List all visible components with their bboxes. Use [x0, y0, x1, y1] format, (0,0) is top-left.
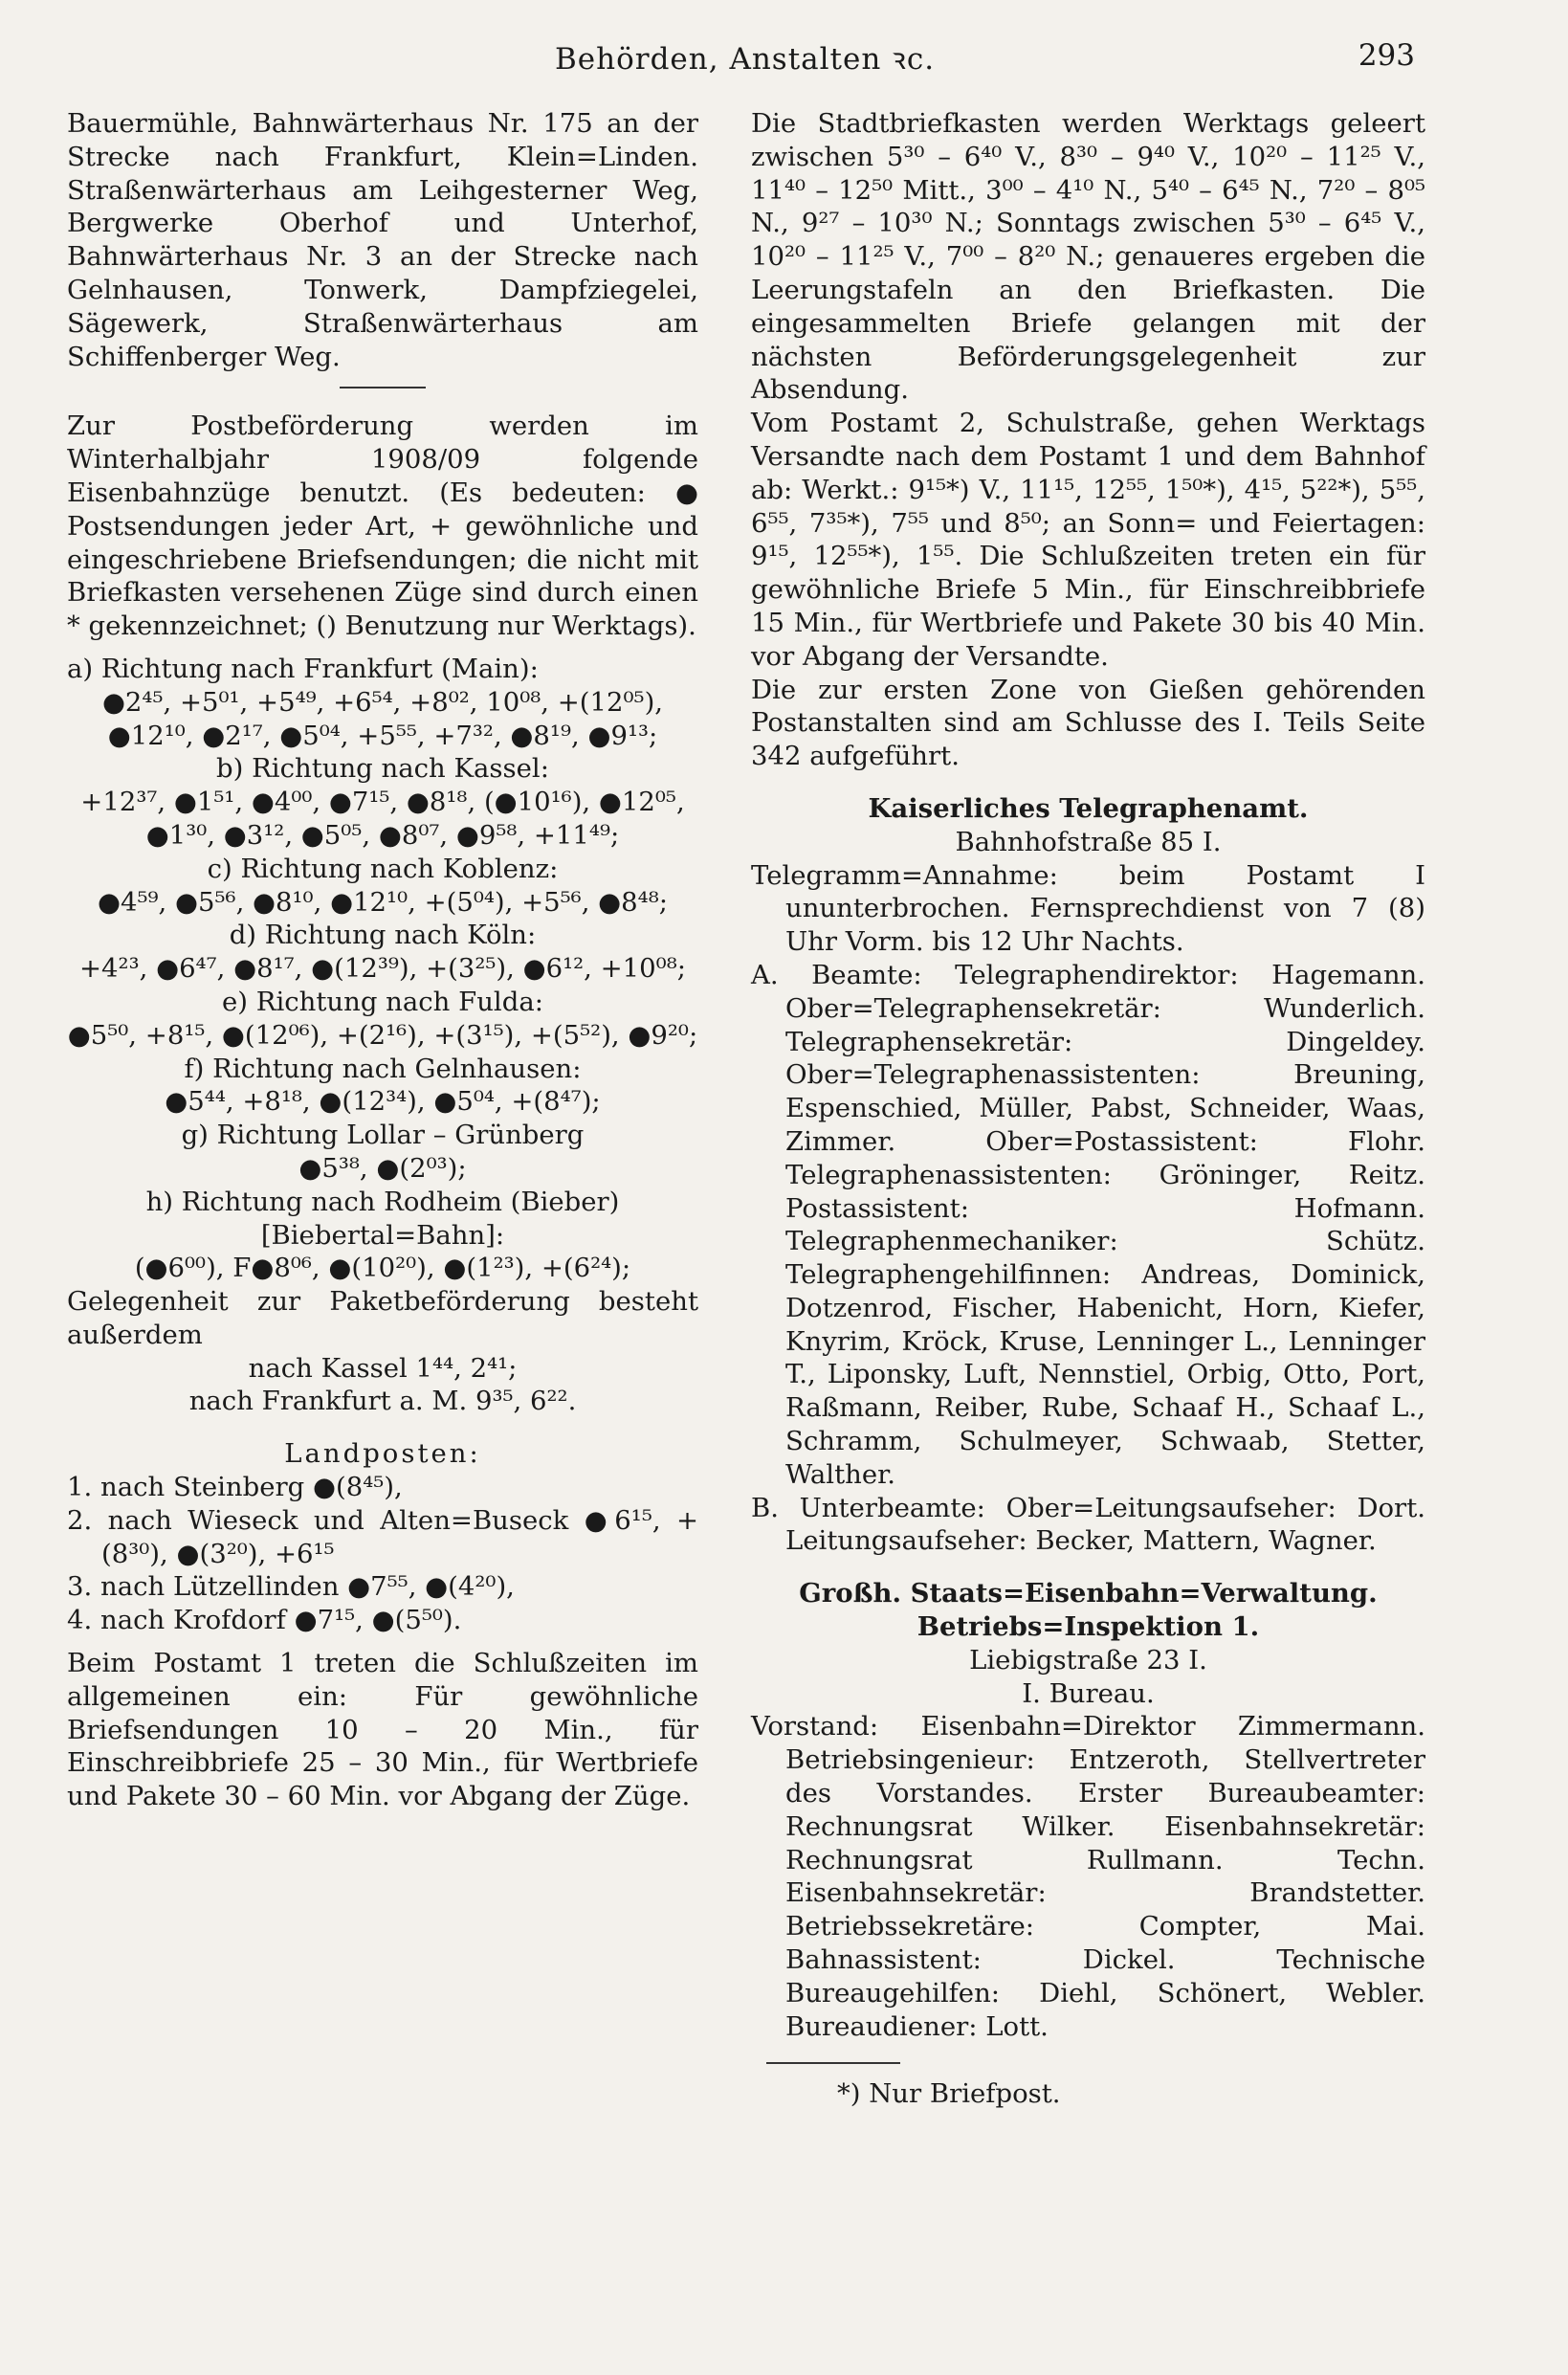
route-kassel — [67, 752, 698, 852]
route-times: +12³⁷, ●1⁵¹, ●4⁰⁰, ●7¹⁵, ●8¹⁸, (●10¹⁶), ●12⁰⁵, ●1³⁰, ●3¹², ●5⁰⁵, ●8⁰⁷, ●9⁵⁸, +11⁴⁹; — [80, 787, 685, 851]
intro-paragraph: Bauermühle, Bahnwärterhaus Nr. 175 an der Strecke nach Frankfurt, Klein=Linden. Straßenwärterhaus am Leihgesterner Weg, Bergwerke Oberhof und Unterhof, Bahnwärterhaus Nr. 3 an der Strecke nach Gelnhausen, Tonwerk, Dampfziegelei, Sägewerk, Straßenwärterhaus am Schiffenberger Weg. — [67, 108, 698, 372]
postbefoerderung-paragraph: Zur Postbeförderung werden im Winterhalbjahr 1908/09 folgende Eisenbahnzüge benutzt. (Es bedeuten: ● Postsendungen jeder Art, + gewöhnliche und eingeschriebene Briefsendungen; die nicht mit Briefkasten versehenen Züge sind durch einen * gekennzeichnet; () Benutzung nur Werktags). — [67, 411, 698, 642]
telegraphenamt-heading: Kaiserliches Telegraphenamt. — [868, 792, 1309, 824]
paket-line: nach Kassel 1⁴⁴, 2⁴¹; — [248, 1352, 518, 1384]
route-times: ●4⁵⁹, ●5⁵⁶, ●8¹⁰, ●12¹⁰, +(5⁰⁴), +5⁵⁶, ●8⁴⁸; — [98, 886, 668, 918]
route-times: +4²³, ●6⁴⁷, ●8¹⁷, ●(12³⁹), +(3²⁵), ●6¹², +10⁰⁸; — [79, 953, 686, 985]
paket-paragraph: Gelegenheit zur Paketbeförderung besteht außerdem — [67, 1286, 698, 1350]
route-lollar-gruenberg — [67, 1119, 698, 1186]
landposten-item: 3. nach Lützellinden ●7⁵⁵, ●(4²⁰), — [67, 1571, 515, 1603]
route-times: (●6⁰⁰), F●8⁰⁶, ●(10²⁰), ●(1²³), +(6²⁴); — [134, 1253, 631, 1284]
footnote-rule — [766, 2062, 900, 2064]
schlusszeiten-paragraph: Beim Postamt 1 treten die Schlußzeiten im allgemeinen ein: Für gewöhnliche Briefsendungen 10 – 20 Min., für Einschreibbriefe 25 – 30 Min., für Wertbriefe und Pakete 30 – 60 Min. vor Abgang der Züge. — [67, 1648, 698, 1812]
betriebs-inspektion-heading: Betriebs=Inspektion 1. — [917, 1611, 1260, 1643]
telegraph-unterbeamte: B. Unterbeamte: Ober=Leitungsaufseher: Dort. Leitungsaufseher: Becker, Mattern, Wagner. — [751, 1492, 1425, 1557]
page-header — [0, 38, 1568, 86]
postamt2-paragraph: Vom Postamt 2, Schulstraße, gehen Werktags Versandte nach dem Postamt 1 und dem Bahnhof ab: Werkt.: 9¹⁵*) V., 11¹⁵, 12⁵⁵, 1⁵⁰*), 4¹⁵, 5²²*), 5⁵⁵, 6⁵⁵, 7³⁵*), 7⁵⁵ und 8⁵⁰; an Sonn= und Feiertagen: 9¹⁵, 12⁵⁵*), 1⁵⁵. Die Schlußzeiten treten ein für gewöhnliche Briefe 5 Min., für Einschreibbriefe 15 Min., für Wertbriefe und Pakete 30 bis 40 Min. vor Abgang der Versandte. — [751, 408, 1425, 672]
route-times: ●2⁴⁵, +5⁰¹, +5⁴⁹, +6⁵⁴, +8⁰², 10⁰⁸, +(12⁰⁵), ●12¹⁰, ●2¹⁷, ●5⁰⁴, +5⁵⁵, +7³², ●8¹⁹, ●9¹³; — [101, 686, 664, 751]
telegramm-annahme: Telegramm=Annahme: beim Postamt I ununterbrochen. Fernsprechdienst von 7 (8) Uhr Vorm. bis 12 Uhr Nachts. — [751, 859, 1425, 958]
running-head: Behörden, Anstalten ꝛc. — [555, 42, 936, 77]
route-title: d) Richtung nach Köln: — [229, 920, 537, 951]
eisenbahn-heading: Großh. Staats=Eisenbahn=Verwaltung. — [799, 1578, 1378, 1609]
route-times: ●5⁵⁰, +8¹⁵, ●(12⁰⁶), +(2¹⁶), +(3¹⁵), +(5⁵²), ●9²⁰; — [67, 1019, 698, 1051]
page-number: 293 — [1358, 38, 1415, 73]
landposten-item: 2. nach Wieseck und Alten=Buseck ●6¹⁵, +(8³⁰), ●(3²⁰), +6¹⁵ — [67, 1504, 698, 1569]
telegraphenamt-address: Bahnhofstraße 85 I. — [955, 826, 1222, 857]
route-title: e) Richtung nach Fulda: — [222, 986, 543, 1017]
landposten-title: Landposten: — [284, 1438, 481, 1470]
route-rodheim — [67, 1186, 698, 1285]
landposten-item: 1. nach Steinberg ●(8⁴⁵), — [67, 1472, 403, 1503]
bureau-heading: I. Bureau. — [1022, 1677, 1155, 1709]
route-times: ●5³⁸, ●(2⁰³); — [298, 1152, 467, 1184]
route-times: ●5⁴⁴, +8¹⁸, ●(12³⁴), ●5⁰⁴, +(8⁴⁷); — [165, 1086, 601, 1118]
left-column — [67, 107, 698, 1813]
paket-line: nach Frankfurt a. M. 9³⁵, 6²². — [188, 1386, 577, 1417]
route-title: a) Richtung nach Frankfurt (Main): — [67, 653, 539, 684]
route-title: f) Richtung nach Gelnhausen: — [184, 1053, 582, 1084]
vorstand-paragraph: Vorstand: Eisenbahn=Direktor Zimmermann. Betriebsingenieur: Entzeroth, Stellvertreter des Vorstandes. Erster Bureaubeamter: Rechnungsrat Wilker. Eisenbahnsekretär: Rechnungsrat Rullmann. Techn. Eisenbahnsekretär: Brandstetter. Betriebssekretäre: Compter, Mai. Bahnassistent: Dickel. Technische Bureaugehilfen: Diehl, Schönert, Webler. Bureaudiener: Lott. — [751, 1711, 1425, 2042]
route-koeln — [67, 919, 698, 986]
section-divider — [340, 387, 426, 388]
stadtbriefkasten-paragraph: Die Stadtbriefkasten werden Werktags geleert zwischen 5³⁰ – 6⁴⁰ V., 8³⁰ – 9⁴⁰ V., 10²⁰ – 11²⁵ V., 11⁴⁰ – 12⁵⁰ Mitt., 3⁰⁰ – 4¹⁰ N., 5⁴⁰ – 6⁴⁵ N., 7²⁰ – 8⁰⁵ N., 9²⁷ – 10³⁰ N.; Sonntags zwischen 5³⁰ – 6⁴⁵ V., 10²⁰ – 11²⁵ V., 7⁰⁰ – 8²⁰ N.; genaueres ergeben die Leerungstafeln an den Briefkasten. Die eingesammelten Briefe gelangen mit der nächsten Beförderungsgelegenheit zur Absendung. — [751, 108, 1425, 406]
route-gelnhausen — [67, 1053, 698, 1120]
route-koblenz — [67, 853, 698, 920]
zone-paragraph: Die zur ersten Zone von Gießen gehörenden Postanstalten sind am Schlusse des I. Teils Seite 342 aufgeführt. — [751, 674, 1425, 772]
eisenbahn-address: Liebigstraße 23 I. — [969, 1644, 1207, 1676]
route-fulda — [67, 986, 698, 1053]
route-title: b) Richtung nach Kassel: — [216, 753, 549, 785]
route-frankfurt — [67, 653, 698, 752]
landposten-item: 4. nach Krofdorf ●7¹⁵, ●(5⁵⁰). — [67, 1605, 462, 1636]
right-column — [751, 107, 1425, 2111]
route-title: h) Richtung nach Rodheim (Bieber) [Biebertal=Bahn]: — [145, 1186, 620, 1251]
telegraph-beamte: A. Beamte: Telegraphendirektor: Hagemann. Ober=Telegraphensekretär: Wunderlich. Telegraphensekretär: Dingeldey. Ober=Telegraphenassistenten: Breuning, Espenschied, Müller, Pabst, Schneider, Waas, Zimmer. Ober=Postassistent: Flohr. Telegraphenassistenten: Gröninger, Reitz. Postassistent: Hofmann. Telegraphenmechaniker: Schütz. Telegraphengehilfinnen: Andreas, Dominick, Dotzenrod, Fischer, Habenicht, Horn, Kiefer, Knyrim, Kröck, Kruse, Lenninger L., Lenninger T., Liponsky, Luft, Nennstiel, Orbig, Otto, Port, Raßmann, Reiber, Rube, Schaaf H., Schaaf L., Schramm, Schulmeyer, Schwaab, Stetter, Walther. — [751, 959, 1425, 1490]
route-title: g) Richtung Lollar – Grünberg — [181, 1120, 585, 1151]
route-title: c) Richtung nach Koblenz: — [207, 853, 559, 884]
footnote: *) Nur Briefpost. — [837, 2078, 1061, 2110]
